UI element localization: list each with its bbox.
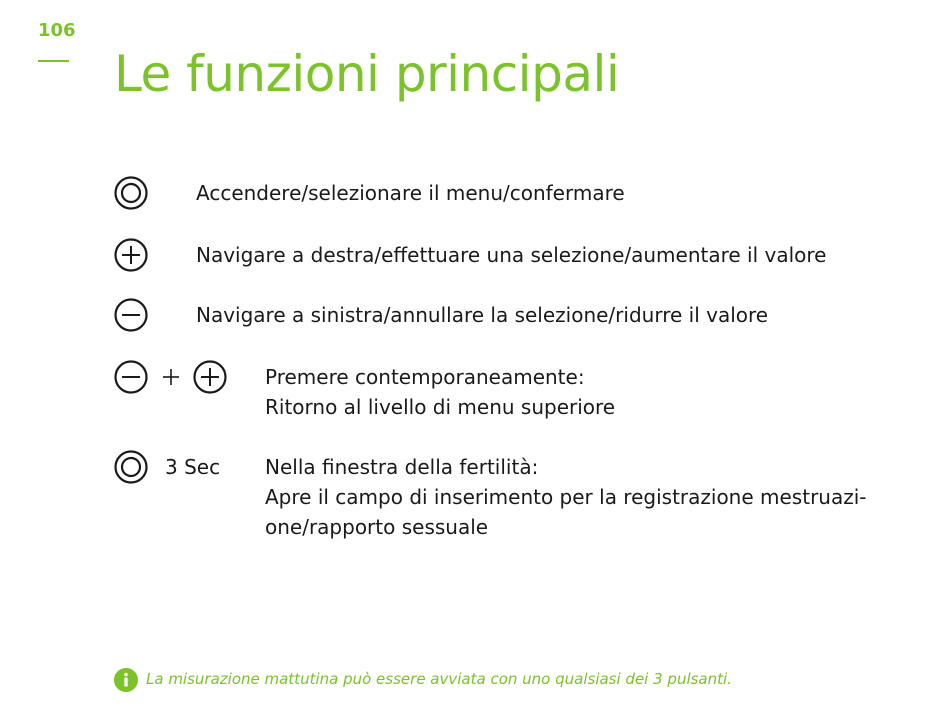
minus-button-icon bbox=[114, 298, 148, 332]
function-description-line: Nella finestra della fertilità: bbox=[265, 455, 539, 479]
function-description-line: Apre il campo di inserimento per la registrazione mestruazi- bbox=[265, 485, 867, 509]
plus-button-icon bbox=[193, 360, 227, 394]
function-description-line: Ritorno al livello di menu superiore bbox=[265, 395, 616, 419]
function-description: Navigare a destra/effettuare una selezione/aumentare il valore bbox=[196, 243, 827, 267]
plus-button-icon bbox=[114, 238, 148, 272]
minus-button-icon bbox=[114, 360, 148, 394]
page-number-rule bbox=[38, 60, 69, 62]
function-description-line: one/rapporto sessuale bbox=[265, 515, 489, 539]
info-icon bbox=[114, 668, 138, 692]
plus-sign-icon bbox=[162, 368, 180, 386]
power-button-icon bbox=[114, 450, 148, 484]
footnote-text: La misurazione mattutina può essere avviata con uno qualsiasi dei 3 pulsanti. bbox=[146, 670, 732, 688]
page-title: Le funzioni principali bbox=[114, 45, 620, 103]
function-description-line: Premere contemporaneamente: bbox=[265, 365, 585, 389]
power-button-icon bbox=[114, 176, 148, 210]
function-description: Navigare a sinistra/annullare la selezione/ridurre il valore bbox=[196, 303, 769, 327]
function-description: Accendere/selezionare il menu/confermare bbox=[196, 181, 625, 205]
hold-duration: 3 Sec bbox=[165, 455, 221, 479]
page-number: 106 bbox=[38, 20, 76, 41]
